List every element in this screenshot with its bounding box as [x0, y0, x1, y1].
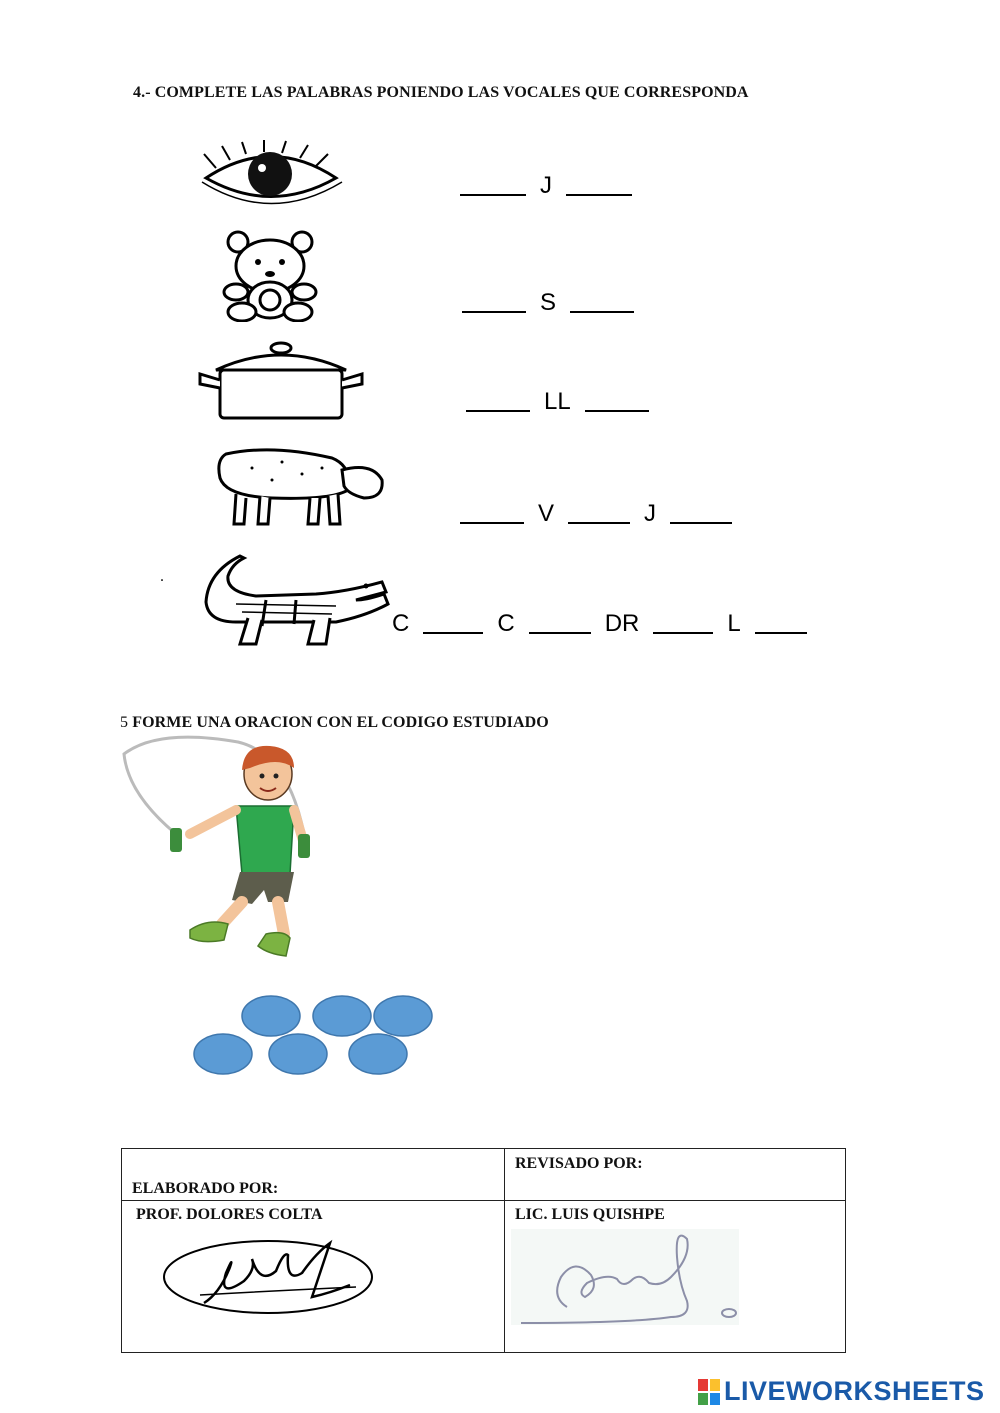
section-5-title: FORME UNA ORACION CON EL CODIGO ESTUDIADO [132, 714, 549, 731]
given-letter: LL [544, 388, 571, 415]
signature-table [121, 1148, 846, 1353]
teddy-bear-icon [218, 230, 322, 322]
signature-image [160, 1233, 376, 1319]
syllable-circle[interactable] [194, 1034, 252, 1074]
given-letter: S [540, 289, 557, 316]
liveworksheets-logo [698, 1376, 985, 1407]
section-5-number: 5 [120, 714, 129, 731]
section-5-heading [120, 714, 549, 732]
syllable-circle[interactable] [269, 1034, 327, 1074]
circle-group [190, 992, 438, 1080]
revisado-header: REVISADO POR: [505, 1149, 846, 1201]
logo-mark-icon [698, 1379, 720, 1405]
brand-text: LIVEWORKSHEETS [724, 1376, 985, 1406]
word-row-3 [466, 388, 649, 416]
syllable-circle[interactable] [313, 996, 371, 1036]
word-row-1 [460, 172, 632, 200]
blank-line[interactable] [755, 632, 807, 634]
blank-line[interactable] [466, 410, 530, 412]
signature-image [511, 1227, 747, 1331]
syllable-circle[interactable] [242, 996, 300, 1036]
given-letter: C [392, 610, 410, 637]
revisado-name: LIC. LUIS QUISHPE [515, 1206, 665, 1223]
elaborado-header: ELABORADO POR: [122, 1149, 505, 1201]
given-letter: V [538, 500, 555, 527]
stray-mark: . [160, 568, 164, 585]
blank-line[interactable] [568, 522, 630, 524]
blank-line[interactable] [423, 632, 483, 634]
word-row-2 [462, 289, 634, 317]
cooking-pot-icon [196, 340, 366, 424]
revisado-cell [505, 1201, 846, 1353]
given-letter: L [727, 610, 741, 637]
given-letter: J [644, 500, 657, 527]
blank-line[interactable] [529, 632, 591, 634]
given-letter: J [540, 172, 552, 199]
blank-line[interactable] [670, 522, 732, 524]
blank-line[interactable] [462, 311, 526, 313]
eye-icon [196, 140, 346, 210]
word-row-4 [460, 500, 732, 528]
syllable-circle[interactable] [349, 1034, 407, 1074]
blank-line[interactable] [460, 194, 526, 196]
sheep-icon [212, 444, 388, 528]
section-4-heading: 4.- COMPLETE LAS PALABRAS PONIENDO LAS VOCALES QUE CORRESPONDA [133, 84, 749, 101]
elaborado-name: PROF. DOLORES COLTA [136, 1206, 323, 1223]
elaborado-cell [122, 1201, 505, 1353]
syllable-circle[interactable] [374, 996, 432, 1036]
boy-jumping-rope-icon [118, 734, 328, 960]
blank-line[interactable] [585, 410, 649, 412]
blank-line[interactable] [566, 194, 632, 196]
blank-line[interactable] [570, 311, 634, 313]
crocodile-icon [196, 552, 396, 652]
word-row-5 [392, 610, 807, 638]
blank-line[interactable] [460, 522, 524, 524]
given-letter: DR [604, 610, 640, 637]
blank-line[interactable] [653, 632, 713, 634]
given-letter: C [497, 610, 515, 637]
